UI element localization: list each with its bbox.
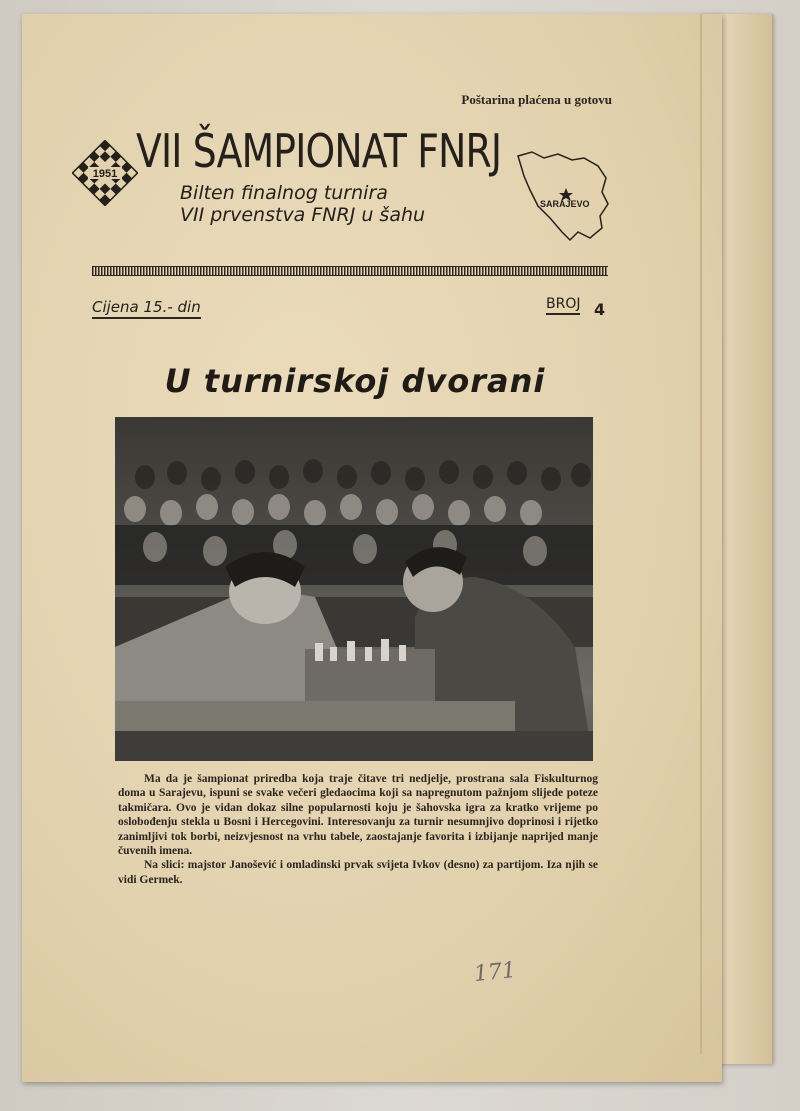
issue-price: Cijena 15.- din: [92, 298, 201, 319]
map-city-label: SARAJEVO: [540, 199, 590, 209]
paper-fold-line: [700, 14, 702, 1054]
bulletin-subtitle: [180, 182, 540, 226]
issue-number: 4: [594, 300, 606, 319]
chessboard-icon: [72, 140, 138, 206]
tournament-photo: [115, 417, 593, 761]
bosnia-map-icon: [514, 148, 614, 244]
handwritten-note: 171: [472, 957, 518, 988]
photo-caption: Na slici: majstor Janošević i omladinski prvak svijeta Ivkov (desno) za partijom. Iza njih se vidi Germek.: [118, 859, 598, 886]
subtitle-line-1: Bilten finalnog turnira: [180, 182, 388, 204]
subtitle-line-2: VII prvenstva FNRJ u šahu: [180, 204, 426, 226]
article-paragraph: Ma da je šampionat priredba koja traje čitave tri nedjelje, prostrana sala Fiskulturnog doma u Sarajevu, ispuni se svake večeri gledaocima koji sa napregnutom pažnjom slijede poteze takmičara. Ovo je vidan dokaz silne popularnosti koju je šahovska igra za kratko vrijeme po oslobođenju stekla u Bosni i Hercegovini. Interesovanju za turnir nesumnjivo doprinosi i rijetko zanimljivi tok borbi, neizvjesnost na vrhu tabele, zaostajanje favorita i izbijanje naprijed manje čuvenih imena.: [118, 773, 598, 858]
article-headline: U turnirskoj dvorani: [164, 362, 546, 400]
issue-label: BROJ: [546, 296, 580, 315]
article-body: [118, 772, 598, 887]
postage-note: Poštarina plaćena u gotovu: [461, 92, 612, 107]
photo-scene: [115, 417, 593, 761]
logo-year: 1951: [92, 168, 118, 180]
header-rule: [92, 266, 608, 276]
bulletin-title: VII ŠAMPIONAT FNRJ: [136, 124, 502, 178]
